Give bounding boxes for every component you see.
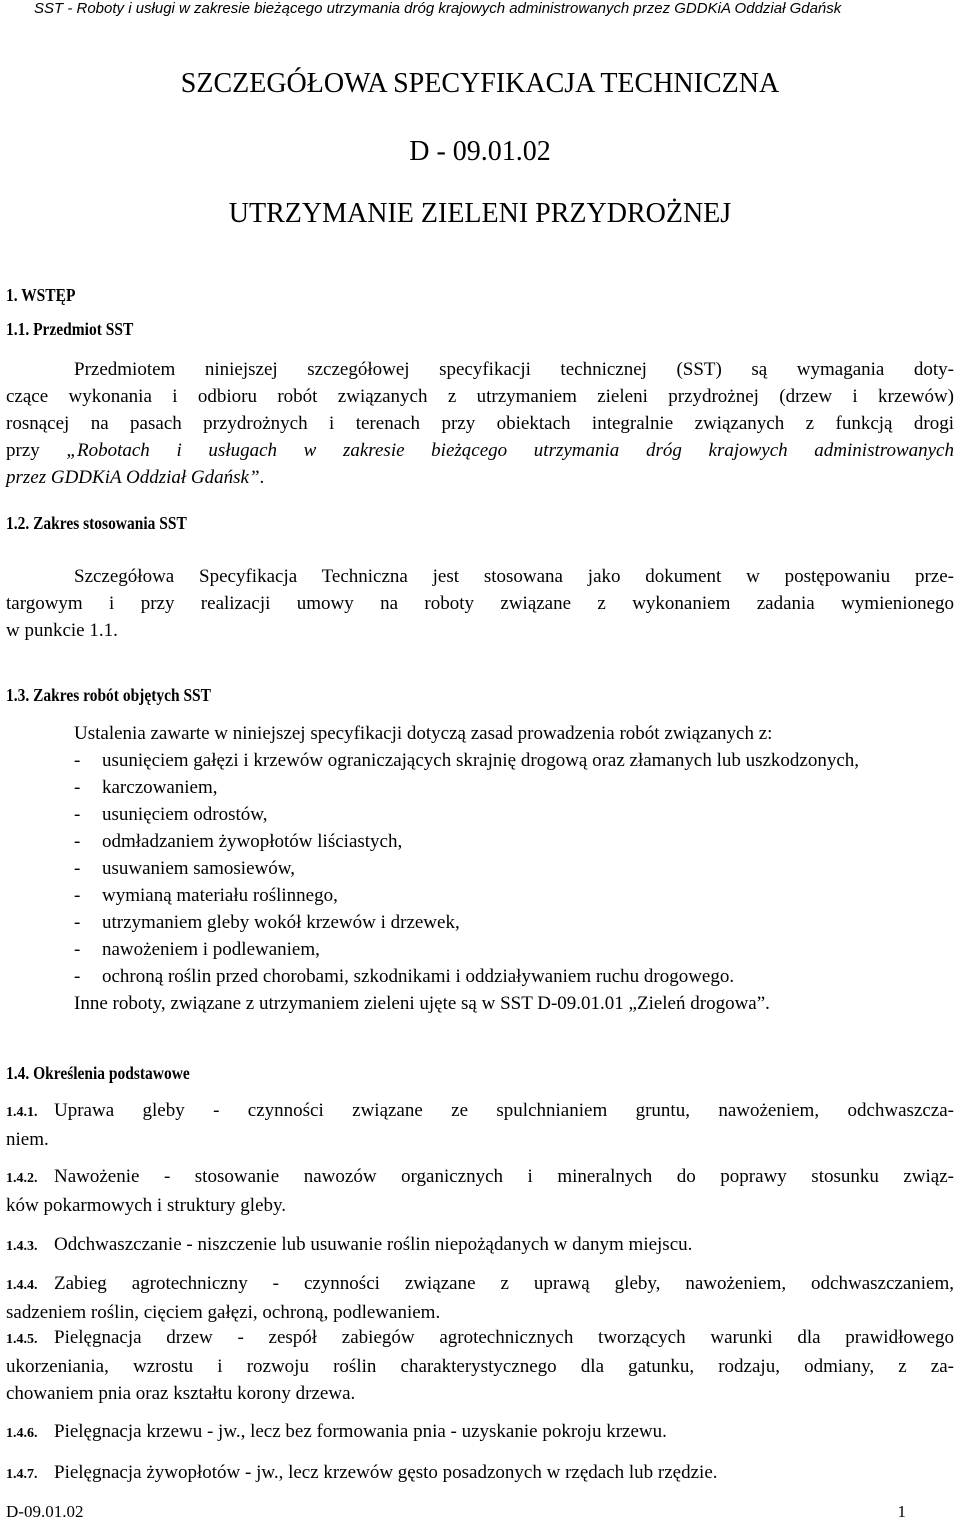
definition-1-4-3 xyxy=(6,1231,954,1260)
list-item: - usuwaniem samosiewów, xyxy=(74,858,295,879)
definition-number: 1.4.4. xyxy=(6,1278,38,1293)
definition-1-4-6 xyxy=(6,1418,954,1447)
definition-1-4-7 xyxy=(6,1459,954,1488)
definition-number: 1.4.6. xyxy=(6,1426,38,1441)
definition-line: 1.4.5. Pielęgnacja drzew - zespół zabiegów agrotechnicznych tworzących warunki dla prawidłowego xyxy=(6,1324,954,1353)
definition-1-4-1 xyxy=(6,1097,954,1153)
definition-line: 1.4.2. Nawożenie - stosowanie nawozów organicznych i mineralnych do poprawy stosunku związ- xyxy=(6,1163,954,1192)
paragraph-line: Przedmiotem niniejszej szczegółowej specyfikacji technicznej (SST) są wymagania doty- xyxy=(74,359,954,380)
scope-intro: Ustalenia zawarte w niniejszej specyfikacji dotyczą zasad prowadzenia robót związanych z: xyxy=(74,723,773,744)
definition-line: 1.4.4. Zabieg agrotechniczny - czynności związane z uprawą gleby, nawożeniem, odchwaszczaniem, xyxy=(6,1270,954,1299)
paragraph-line: w punkcie 1.1. xyxy=(6,620,118,641)
definition-1-4-4 xyxy=(6,1270,954,1326)
section-heading-intro: 1. WSTĘP xyxy=(6,285,76,305)
definition-number: 1.4.5. xyxy=(6,1332,38,1347)
document-title: SZCZEGÓŁOWA SPECYFIKACJA TECHNICZNA xyxy=(180,68,780,99)
list-item: - nawożeniem i podlewaniem, xyxy=(74,939,320,960)
definition-line: chowaniem pnia oraz kształtu korony drzewa. xyxy=(6,1383,356,1404)
paragraph-line: przy „Robotach i usługach w zakresie bieżącego utrzymania dróg krajowych administrowanych xyxy=(6,440,954,461)
paragraph-1-1 xyxy=(6,356,954,491)
scope-list xyxy=(74,720,960,1017)
section-heading-1-3: 1.3. Zakres robót objętych SST xyxy=(6,685,211,705)
section-heading-1-1: 1.1. Przedmiot SST xyxy=(6,319,134,339)
scope-outro: Inne roboty, związane z utrzymaniem zieleni ujęte są w SST D-09.01.01 „Zieleń drogowa”. xyxy=(74,993,770,1014)
definition-line: niem. xyxy=(6,1129,49,1150)
definition-1-4-2 xyxy=(6,1163,954,1219)
list-item: - wymianą materiału roślinnego, xyxy=(74,885,338,906)
spec-name: UTRZYMANIE ZIELENI PRZYDROŻNEJ xyxy=(228,198,732,229)
list-item: - usunięciem gałęzi i krzewów ograniczających skrajnię drogową oraz złamanych lub uszkodzonych, xyxy=(74,750,860,771)
footer-spec-code: D-09.01.02 xyxy=(6,1502,84,1521)
list-item: - utrzymaniem gleby wokół krzewów i drzewek, xyxy=(74,912,460,933)
definition-line: ukorzeniania, wzrostu i rozwoju roślin charakterystycznego dla gatunku, rodzaju, odmiany, z za- xyxy=(6,1356,954,1377)
section-heading-1-4: 1.4. Określenia podstawowe xyxy=(6,1063,190,1083)
page-number: 1 xyxy=(897,1502,906,1521)
list-item: - karczowaniem, xyxy=(74,777,218,798)
definition-number: 1.4.2. xyxy=(6,1171,38,1186)
definition-number: 1.4.1. xyxy=(6,1105,38,1120)
definition-line: ków pokarmowych i struktury gleby. xyxy=(6,1195,287,1216)
list-item: - ochroną roślin przed chorobami, szkodnikami i oddziaływaniem ruchu drogowego. xyxy=(74,966,735,987)
paragraph-line: rosnącej na pasach przydrożnych i terenach przy obiektach integralnie związanych z funkcją drogi xyxy=(6,413,954,434)
spec-code: D - 09.01.02 xyxy=(409,136,551,167)
running-header: SST - Roboty i usługi w zakresie bieżącego utrzymania dróg krajowych administrowanych przez GDDKiA Oddział Gdańsk xyxy=(34,0,842,17)
definition-number: 1.4.7. xyxy=(6,1467,38,1482)
definition-1-4-5 xyxy=(6,1324,954,1407)
paragraph-line: przez GDDKiA Oddział Gdańsk”. xyxy=(6,467,265,488)
paragraph-line: targowym i przy realizacji umowy na roboty związane z wykonaniem zadania wymienionego xyxy=(6,593,954,614)
paragraph-line: Szczegółowa Specyfikacja Techniczna jest stosowana jako dokument w postępowaniu prze- xyxy=(74,566,954,587)
list-item: - odmładzaniem żywopłotów liściastych, xyxy=(74,831,403,852)
paragraph-1-2 xyxy=(6,563,954,644)
definition-line: 1.4.1. Uprawa gleby - czynności związane ze spulchnianiem gruntu, nawożeniem, odchwaszcza- xyxy=(6,1097,954,1126)
paragraph-line: czące wykonania i odbioru robót związanych z utrzymaniem zieleni przydrożnej (drzew i krzewów) xyxy=(6,386,954,407)
section-heading-1-2: 1.2. Zakres stosowania SST xyxy=(6,513,187,533)
list-item: - usunięciem odrostów, xyxy=(74,804,268,825)
definition-line: sadzeniem roślin, cięciem gałęzi, ochroną, podlewaniem. xyxy=(6,1302,441,1323)
definition-line: 1.4.3. Odchwaszczanie - niszczenie lub usuwanie roślin niepożądanych w danym miejscu. xyxy=(6,1231,954,1260)
definition-line: 1.4.7. Pielęgnacja żywopłotów - jw., lecz krzewów gęsto posadzonych w rzędach lub rzędzie. xyxy=(6,1459,954,1488)
definition-number: 1.4.3. xyxy=(6,1239,38,1254)
definition-line: 1.4.6. Pielęgnacja krzewu - jw., lecz bez formowania pnia - uzyskanie pokroju krzewu. xyxy=(6,1418,954,1447)
